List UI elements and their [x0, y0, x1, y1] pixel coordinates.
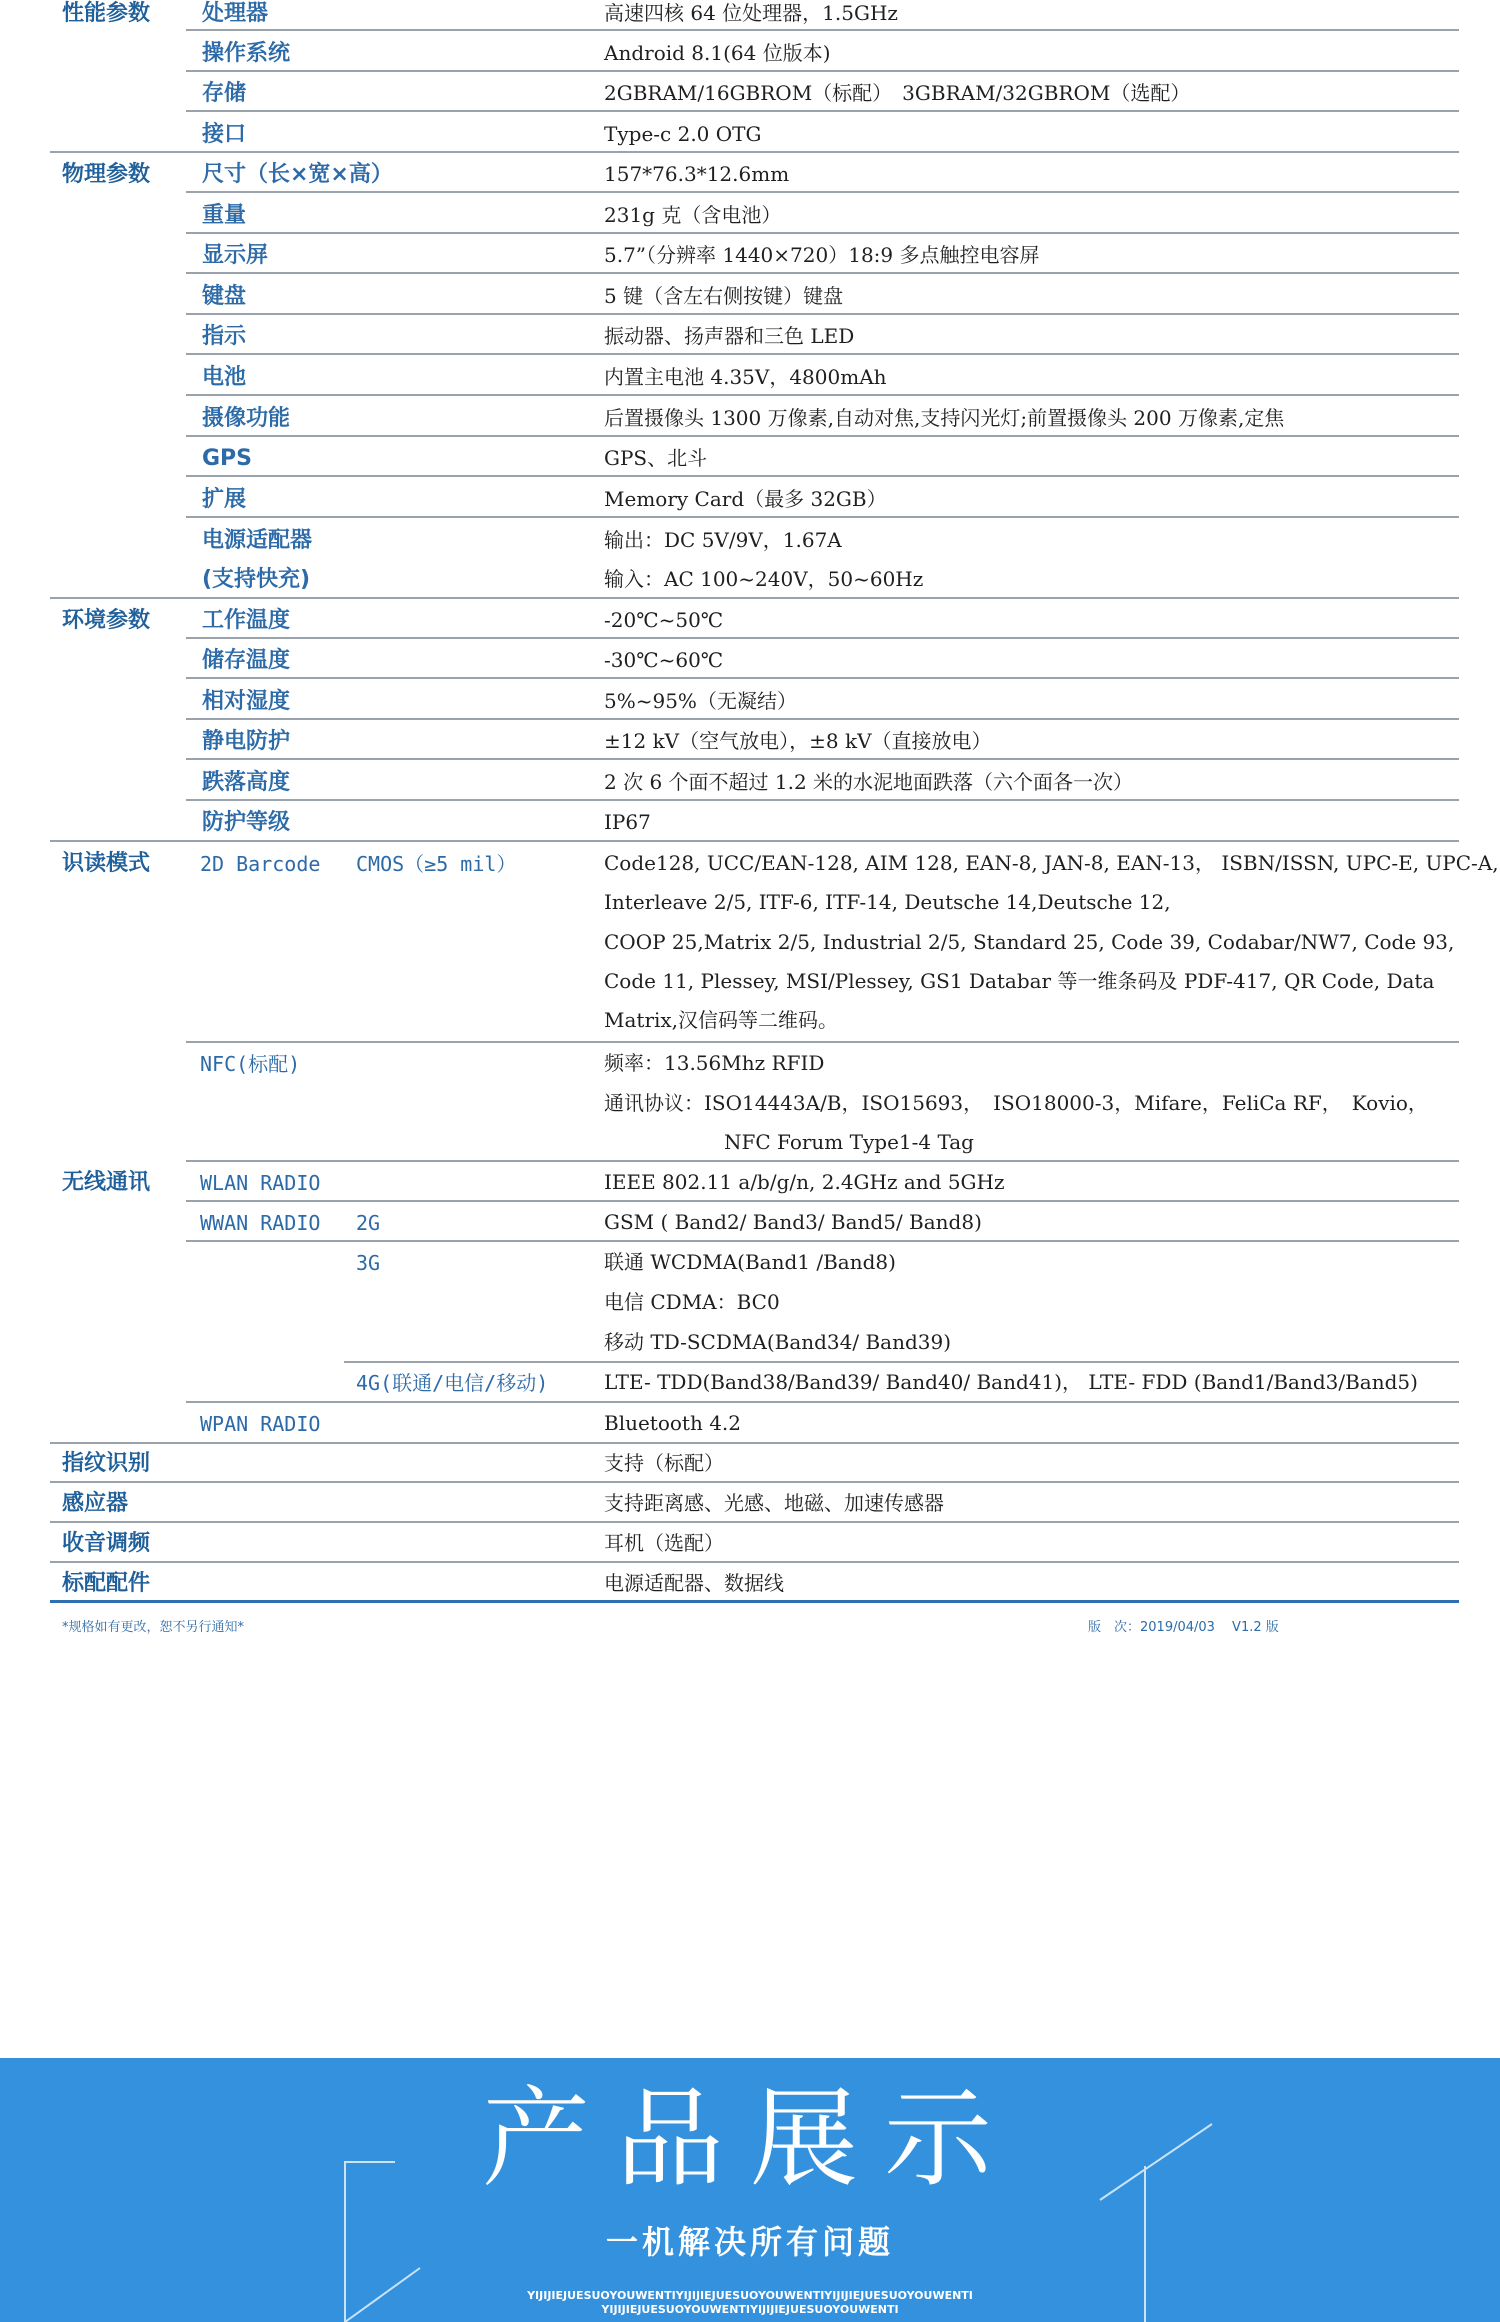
section-divider: [50, 1442, 1459, 1444]
row-divider: [344, 1361, 1459, 1363]
row-divider: [186, 353, 1459, 355]
value-4g: LTE- TDD(Band38/Band39/ Band40/ Band41)， LTE- FDD (Band1/Band3/Band5): [604, 1370, 1418, 1394]
value-expansion: Memory Card（最多 32GB）: [604, 487, 887, 511]
label-2d-barcode: 2D Barcode: [200, 852, 321, 876]
section-divider: [50, 151, 1459, 153]
footer-note: *规格如有更改，恕不另行通知*: [62, 1620, 245, 1635]
label-battery: 电池: [202, 365, 247, 390]
value-power-input: 输入：AC 100~240V，50~60Hz: [604, 567, 924, 591]
value-battery: 内置主电池 4.35V，4800mAh: [604, 365, 887, 389]
section-divider: [50, 1521, 1459, 1523]
label-gps: GPS: [202, 446, 253, 471]
row-divider: [186, 637, 1459, 639]
label-esd: 静电防护: [202, 729, 291, 754]
label-indicator: 指示: [202, 324, 247, 349]
row-divider: [186, 475, 1459, 477]
value-keyboard: 5 键（含左右侧按键）键盘: [604, 284, 844, 308]
label-protection: 防护等级: [202, 810, 291, 835]
value-operating-temp: -20℃~50℃: [604, 608, 724, 632]
label-wlan: WLAN RADIO: [200, 1171, 321, 1195]
label-fast-charge: (支持快充): [202, 567, 311, 592]
value-accessories: 电源适配器、数据线: [604, 1571, 784, 1595]
row-divider: [186, 1200, 1459, 1202]
label-cmos: CMOS（≥5 mil）: [356, 852, 517, 876]
label-operating-temp: 工作温度: [202, 608, 291, 633]
row-divider: [186, 313, 1459, 315]
value-nfc-forum: NFC Forum Type1-4 Tag: [724, 1130, 974, 1154]
value-display: 5.7”（分辨率 1440×720）18:9 多点触控电容屏: [604, 243, 1040, 267]
footer-version: 版 次：2019/04/03 V1.2 版: [1088, 1620, 1279, 1635]
label-os: 操作系统: [202, 41, 291, 66]
value-weight: 231g 克（含电池）: [604, 203, 782, 227]
row-divider: [186, 191, 1459, 193]
row-divider: [186, 232, 1459, 234]
value-barcode-line-4: Code 11, Plessey, MSI/Plessey, GS1 Databar 等一维条码及 PDF-417, QR Code, Data: [604, 969, 1435, 993]
row-divider: [186, 758, 1459, 760]
category-physical: 物理参数: [62, 162, 151, 187]
category-sensors: 感应器: [62, 1491, 129, 1516]
row-divider: [186, 435, 1459, 437]
label-interface: 接口: [202, 122, 247, 147]
banner-tiny-text-1: YIJIJIEJUESUOYOUWENTIYIJIJIEJUESUOYOUWENTIYIJIJIEJUESUOYOUWENTI: [527, 2289, 973, 2302]
label-display: 显示屏: [202, 243, 269, 268]
product-showcase-banner: [0, 2058, 1500, 2322]
row-divider: [186, 718, 1459, 720]
value-nfc-frequency: 频率：13.56Mhz RFID: [604, 1051, 825, 1075]
value-barcode-line-1: Code128, UCC/EAN-128, AIM 128, EAN-8, JAN-8, EAN-13， ISBN/ISSN, UPC-E, UPC-A,: [604, 851, 1499, 875]
label-storage: 存储: [202, 81, 247, 106]
value-camera: 后置摄像头 1300 万像素,自动对焦,支持闪光灯;前置摄像头 200 万像素,定焦: [604, 406, 1285, 430]
category-radio: 收音调频: [62, 1531, 151, 1556]
value-protection: IP67: [604, 810, 651, 834]
value-processor: 高速四核 64 位处理器，1.5GHz: [604, 1, 898, 25]
value-3g-mobile: 移动 TD-SCDMA(Band34/ Band39): [604, 1330, 952, 1354]
value-dimensions: 157*76.3*12.6mm: [604, 162, 790, 186]
row-divider: [186, 70, 1459, 72]
label-2g: 2G: [356, 1211, 381, 1235]
value-3g-unicom: 联通 WCDMA(Band1 /Band8): [604, 1250, 896, 1274]
banner-tiny-text-2: YIJIJIEJUESUOYOUWENTIYIJIJIEJUESUOYOUWENTI: [601, 2303, 899, 2316]
row-divider: [186, 516, 1459, 518]
label-3g: 3G: [356, 1251, 381, 1275]
label-wpan: WPAN RADIO: [200, 1412, 321, 1436]
label-wwan: WWAN RADIO: [200, 1211, 321, 1235]
category-performance: 性能参数: [62, 1, 151, 26]
banner-subtitle: 一机解决所有问题: [605, 2223, 894, 2261]
value-humidity: 5%~95%（无凝结）: [604, 689, 797, 713]
value-radio: 耳机（选配）: [604, 1531, 724, 1555]
row-divider: [186, 1041, 1459, 1043]
label-drop: 跌落高度: [202, 770, 291, 795]
label-camera: 摄像功能: [202, 406, 291, 431]
category-environment: 环境参数: [62, 608, 151, 633]
label-keyboard: 键盘: [202, 284, 247, 309]
value-esd: ±12 kV（空气放电），±8 kV（直接放电）: [604, 729, 992, 753]
value-indicator: 振动器、扬声器和三色 LED: [604, 324, 855, 348]
section-divider: [50, 597, 1459, 599]
value-drop: 2 次 6 个面不超过 1.2 米的水泥地面跌落（六个面各一次）: [604, 770, 1134, 794]
label-nfc: NFC(标配): [200, 1052, 301, 1076]
row-divider: [186, 799, 1459, 801]
value-barcode-line-3: COOP 25,Matrix 2/5, Industrial 2/5, Standard 25, Code 39, Codabar/NW7, Code 93,: [604, 930, 1455, 954]
value-nfc-protocol: 通讯协议：ISO14443A/B，ISO15693， ISO18000-3，Mifare，FeliCa RF， Kovio，: [604, 1091, 1428, 1115]
value-interface: Type-c 2.0 OTG: [604, 122, 762, 146]
row-divider: [186, 677, 1459, 679]
section-divider: [50, 840, 1459, 842]
row-divider: [186, 1401, 1459, 1403]
value-fingerprint: 支持（标配）: [604, 1451, 724, 1475]
value-2g: GSM ( Band2/ Band3/ Band5/ Band8): [604, 1210, 982, 1234]
label-4g: 4G(联通/电信/移动): [356, 1371, 549, 1395]
row-divider: [186, 1160, 1459, 1162]
category-scan-mode: 识读模式: [62, 851, 151, 876]
value-barcode-line-2: Interleave 2/5, ITF-6, ITF-14, Deutsche 14,Deutsche 12,: [604, 890, 1171, 914]
label-processor: 处理器: [202, 1, 269, 26]
label-dimensions: 尺寸（长×宽×高）: [202, 162, 393, 187]
category-wireless: 无线通讯: [62, 1170, 151, 1195]
label-expansion: 扩展: [202, 487, 247, 512]
value-sensors: 支持距离感、光感、地磁、加速传感器: [604, 1491, 944, 1515]
value-wlan: IEEE 802.11 a/b/g/n, 2.4GHz and 5GHz: [604, 1170, 1005, 1194]
value-wpan: Bluetooth 4.2: [604, 1411, 742, 1435]
category-fingerprint: 指纹识别: [62, 1451, 151, 1476]
row-divider: [186, 1240, 1459, 1242]
label-humidity: 相对湿度: [202, 689, 291, 714]
label-storage-temp: 储存温度: [202, 648, 291, 673]
label-weight: 重量: [202, 203, 247, 228]
value-storage-temp: -30℃~60℃: [604, 648, 724, 672]
value-storage: 2GBRAM/16GBROM（标配） 3GBRAM/32GBROM（选配）: [604, 81, 1191, 105]
row-divider: [186, 29, 1459, 31]
section-divider: [50, 1481, 1459, 1483]
category-accessories: 标配配件: [62, 1571, 151, 1596]
value-os: Android 8.1(64 位版本): [604, 41, 831, 65]
label-power-adapter: 电源适配器: [202, 528, 313, 553]
row-divider: [186, 110, 1459, 112]
value-barcode-line-5: Matrix,汉信码等二维码。: [604, 1008, 839, 1032]
table-bottom-rule: [50, 1600, 1459, 1603]
banner-title: 产品展示: [481, 2077, 1018, 2202]
row-divider: [186, 394, 1459, 396]
section-divider: [50, 1561, 1459, 1563]
row-divider: [186, 272, 1459, 274]
value-power-output: 输出：DC 5V/9V，1.67A: [604, 528, 842, 552]
value-gps: GPS、北斗: [604, 446, 708, 470]
value-3g-telecom: 电信 CDMA：BC0: [604, 1290, 780, 1314]
